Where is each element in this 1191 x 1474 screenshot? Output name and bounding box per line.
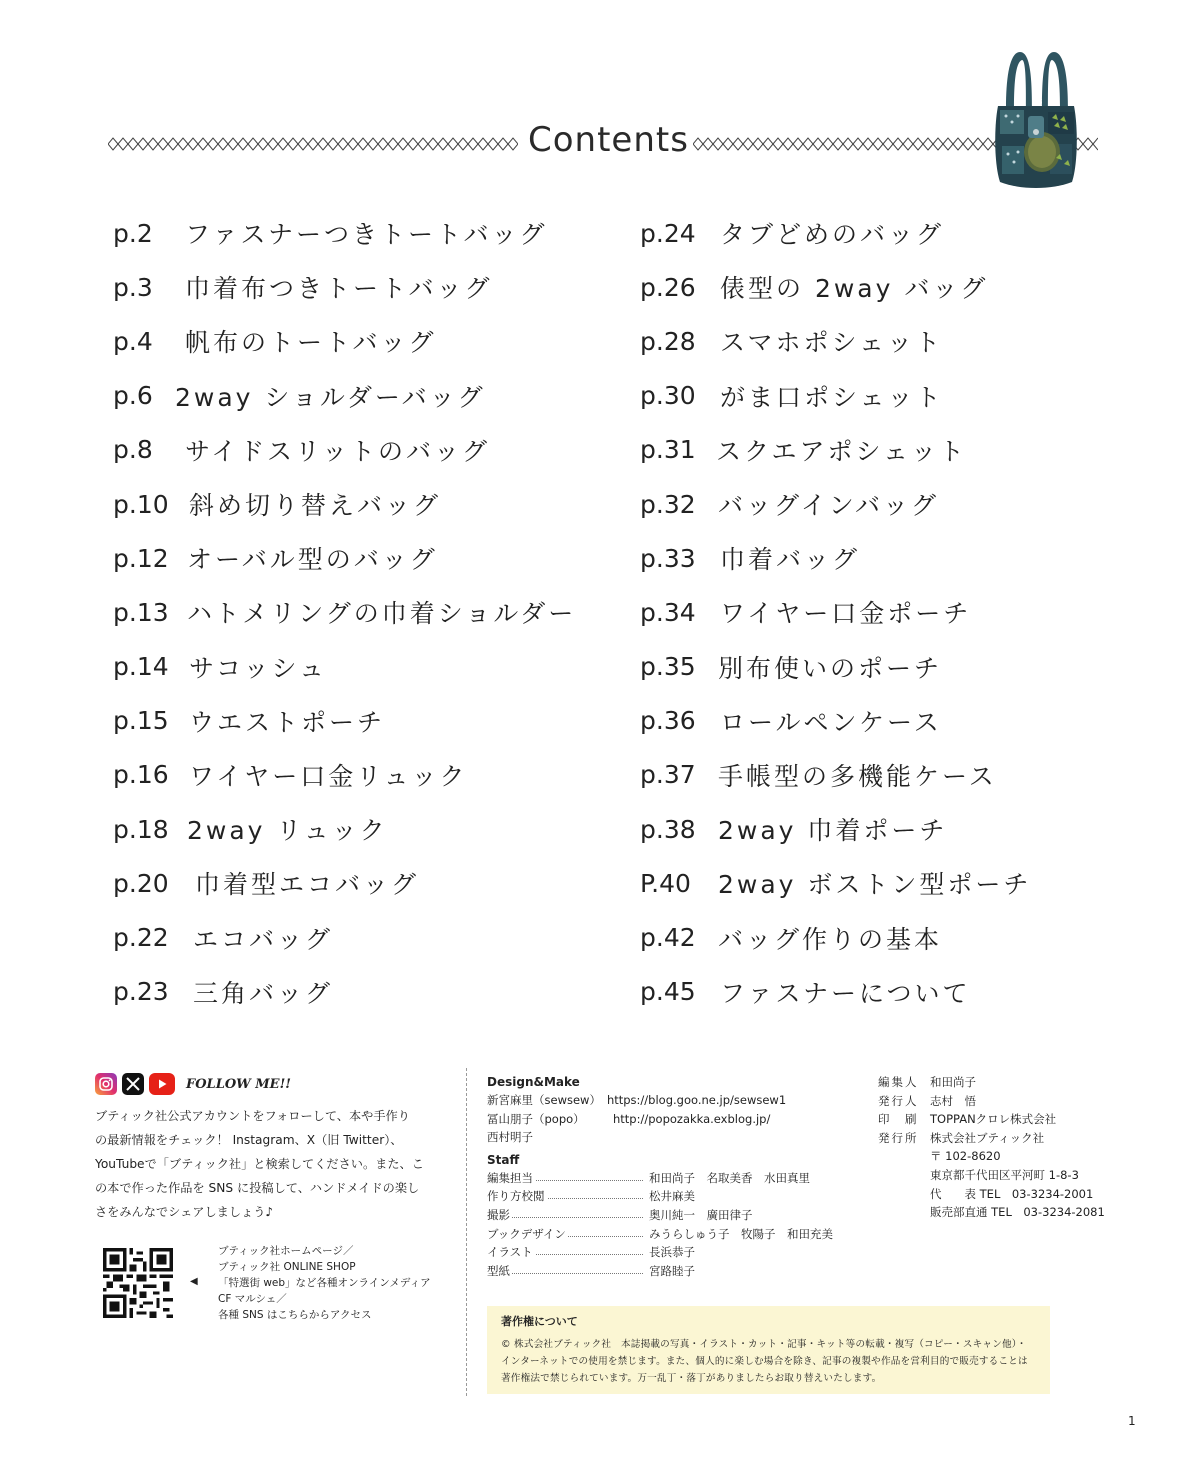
toc-page-number: p.4 [113,326,153,356]
toc-page-number: p.14 [113,652,169,682]
toc-page-number: p.31 [640,435,696,465]
publisher-label: 発行人 [878,1093,919,1108]
social-text-line: さをみんなでシェアしましょう♪ [95,1205,274,1219]
staff-row [487,1225,867,1244]
design-make-heading: Design&Make [487,1075,580,1089]
toc-item [113,965,633,1019]
toc-page-number: p.20 [113,868,169,898]
toc-page-number: p.18 [113,814,169,844]
publisher-row [878,1129,1138,1148]
designer-name: 西村明子 [487,1130,533,1145]
column-divider [466,1068,467,1396]
staff-role: イラスト [487,1245,533,1260]
designer-row [487,1091,867,1110]
zigzag-ornament-left [108,136,518,152]
toc-page-number: p.32 [640,489,696,519]
toc-page-number: p.10 [113,489,169,519]
publisher-value: TOPPANクロレ株式会社 [930,1112,1057,1127]
designer-row [487,1110,867,1129]
toc-left-column [113,206,633,1019]
designer-row [487,1128,867,1147]
toc-item-title: 俵型の 2way バッグ [720,274,989,304]
toc-item-title: ハトメリングの巾着ショルダー [187,599,577,629]
toc-item-title: ファスナーについて [720,978,971,1008]
staff-names: 松井麻美 [649,1189,695,1204]
publisher-row [878,1092,1138,1111]
toc-item [640,314,1160,368]
publisher-label: 編集人 [878,1075,919,1089]
toc-item-title: 斜め切り替えバッグ [189,491,442,521]
staff-role: ブックデザイン [487,1226,566,1241]
toc-item-title: 手帳型の多機能ケース [718,761,997,791]
toc-item [113,314,633,368]
designer-name: 新宮麻里（sewsew） [487,1093,601,1107]
toc-item [640,856,1160,910]
staff-row [487,1262,867,1281]
publisher-label: 発行所 [878,1130,919,1145]
page-title: Contents [528,120,689,160]
social-section [95,1072,445,1224]
toc-page-number: p.22 [113,923,169,953]
contents-header [108,112,1008,172]
toc-page-number: p.2 [113,218,153,248]
toc-item [640,477,1160,531]
toc-item [113,856,633,910]
social-icons [95,1072,445,1096]
publisher-row [878,1073,1138,1092]
toc-right-column [640,206,1160,1019]
toc-page-number: p.13 [113,597,169,627]
toc-item [640,206,1160,260]
qr-text-line: 各種 SNS はこちらからアクセス [218,1309,372,1321]
staff-row [487,1169,867,1188]
instagram-icon[interactable] [95,1073,117,1095]
toc-item [640,910,1160,964]
toc-page-number: p.42 [640,923,696,953]
staff-names: 和田尚子 名取美香 水田真里 [649,1170,810,1185]
toc-item [113,910,633,964]
toc-item-title: サイドスリットのバッグ [185,436,491,466]
toc-item [113,640,633,694]
page-number: 1 [1128,1414,1136,1428]
toc-page-number: p.12 [113,543,169,573]
staff-row [487,1243,867,1262]
staff-role: 型紙 [487,1263,510,1278]
publisher-value: 株式会社ブティック社 [930,1130,1045,1145]
toc-item [113,531,633,585]
bag-photo [992,46,1080,191]
designer-url-link[interactable]: http://popozakka.exblog.jp/ [613,1111,771,1126]
toc-item-title: 2way ボストン型ポーチ [718,870,1032,900]
social-text-line: ブティック社公式アカウントをフォローして、本や手作り [95,1109,410,1123]
social-text-line: の最新情報をチェック！ Instagram、X（旧 Twitter）、 [95,1133,403,1147]
qr-code[interactable] [103,1248,173,1318]
qr-description [218,1243,431,1323]
toc-page-number: p.38 [640,814,696,844]
toc-item-title: 三角バッグ [193,978,334,1008]
qr-text-line: ブティック社 ONLINE SHOP [218,1261,356,1273]
toc-item-title: タブどめのバッグ [720,220,945,250]
staff-names: 奥川純一 廣田律子 [649,1207,753,1222]
toc-item-title: ワイヤー口金ポーチ [720,599,972,629]
toc-item [113,423,633,477]
toc-item [640,694,1160,748]
youtube-icon[interactable] [149,1073,175,1095]
toc-page-number: p.16 [113,760,169,790]
toc-item-title: 巾着布つきトートバッグ [185,274,493,304]
toc-item [113,369,633,423]
designer-name: 冨山朋子（popo） [487,1111,585,1126]
toc-item-title: ファスナーつきトートバッグ [185,220,548,250]
social-text-line: の本で作った作品を SNS に投稿して、ハンドメイドの楽し [95,1181,420,1195]
staff-role: 編集担当 [487,1170,533,1185]
staff-role: 作り方校閲 [487,1189,545,1204]
toc-item-title: 2way ショルダーバッグ [175,382,486,412]
toc-item-title: ウエストポーチ [189,707,386,737]
staff-names: みうらしゅう子 牧陽子 和田充美 [649,1226,833,1241]
follow-me-label: FOLLOW ME!! [186,1076,291,1092]
toc-page-number: p.24 [640,218,696,248]
toc-item-title: エコバッグ [193,924,334,954]
toc-item-title: オーバル型のバッグ [187,545,438,575]
toc-item [640,640,1160,694]
copyright-text: © 株式会社ブティック社 本誌掲載の写真・イラスト・カット・記事・キット等の転載・複写（コピー・スキャン他）・インターネットでの使用を禁じます。また、個人的に楽しむ場合を除き、記事の複製や作品を営利目的で販売することは著作権法で禁じられています。万一乱丁・落丁がありましたらお取り替えいたします。 [501,1339,1028,1384]
copyright-title: 著作権について [501,1315,578,1328]
toc-item-title: ワイヤー口金リュック [189,761,468,791]
toc-page-number: p.23 [113,977,169,1007]
qr-text-line: CF マルシェ／ [218,1293,287,1305]
toc-item-title: 巾着型エコバッグ [195,870,420,900]
toc-item [113,802,633,856]
toc-item-title: バッグ作りの基本 [718,924,943,954]
staff-names: 長浜恭子 [649,1245,695,1260]
staff-names: 宮路睦子 [649,1263,695,1278]
publisher-info [878,1073,1138,1222]
staff-heading: Staff [487,1152,520,1167]
designer-url-link[interactable]: https://blog.goo.ne.jp/sewsew1 [606,1093,787,1107]
toc-item [640,423,1160,477]
toc-item [640,369,1160,423]
toc-item [113,748,633,802]
credits-section [487,1073,867,1280]
publisher-address-line: 〒 102-8620 [930,1149,1001,1164]
publisher-label: 印 刷 [878,1112,919,1127]
publisher-value: 和田尚子 [930,1075,976,1089]
toc-item-title: 帆布のトートバッグ [185,328,437,358]
publisher-row [878,1110,1138,1129]
toc-page-number: p.34 [640,597,696,627]
staff-row [487,1187,867,1206]
toc-page-number: p.3 [113,272,153,302]
toc-item-title: スマホポシェット [720,328,944,358]
toc-page-number: p.15 [113,706,169,736]
toc-page-number: p.30 [640,381,696,411]
publisher-address-line: 東京都千代田区平河町 1-8-3 [930,1167,1079,1182]
staff-role: 撮影 [487,1207,510,1222]
toc-item-title: がま口ポシェット [720,382,944,412]
toc-page-number: P.40 [640,868,691,898]
toc-item [113,260,633,314]
toc-item [640,531,1160,585]
toc-page-number: p.26 [640,272,696,302]
toc-item-title: バッグインバッグ [718,491,940,521]
toc-page-number: p.33 [640,543,696,573]
toc-item [640,585,1160,639]
toc-page-number: p.28 [640,326,696,356]
toc-item [113,585,633,639]
publisher-value: 志村 悟 [930,1093,976,1108]
toc-item [113,477,633,531]
toc-item-title: サコッシュ [189,653,328,683]
toc-page-number: p.8 [113,435,153,465]
social-description [95,1104,445,1224]
toc-item [640,748,1160,802]
toc-item [640,965,1160,1019]
publisher-address-line: 代 表 TEL 03-3234-2001 [930,1186,1094,1201]
toc-page-number: p.6 [113,381,153,411]
social-text-line: YouTubeで「ブティック社」と検索してください。また、こ [95,1157,424,1171]
toc-item [113,206,633,260]
toc-item-title: 巾着バッグ [720,545,861,575]
toc-item-title: 2way リュック [187,816,388,846]
publisher-address-line: 販売部直通 TEL 03-3234-2081 [930,1205,1105,1220]
toc-page-number: p.45 [640,977,696,1007]
toc-item [640,260,1160,314]
toc-item [113,694,633,748]
toc-item [640,802,1160,856]
toc-page-number: p.36 [640,706,696,736]
x-icon[interactable] [122,1073,144,1095]
toc-page-number: p.35 [640,652,696,682]
qr-text-line: ブティック社ホームページ／ [218,1245,354,1257]
toc-page-number: p.37 [640,760,696,790]
qr-text-line: 「特選街 web」など各種オンラインメディア [218,1277,431,1289]
qr-pointer-icon: ◀ [190,1276,198,1287]
staff-row [487,1206,867,1225]
toc-item-title: スクエアポシェット [716,436,968,466]
copyright-notice [487,1306,1050,1394]
toc-item-title: ロールペンケース [720,707,942,737]
toc-item-title: 2way 巾着ポーチ [718,816,948,846]
toc-item-title: 別布使いのポーチ [718,653,943,683]
